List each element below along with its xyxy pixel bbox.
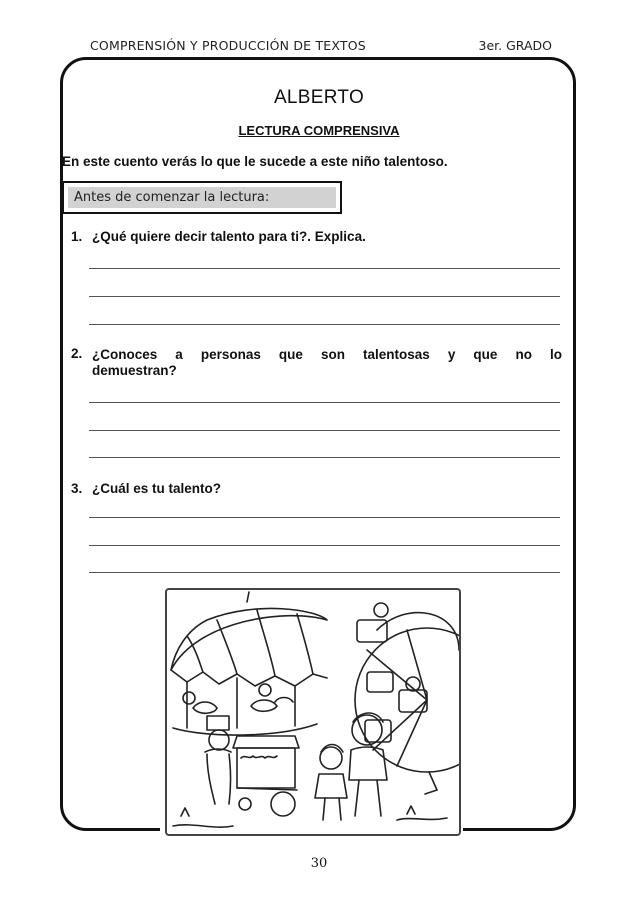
answer-line[interactable] xyxy=(89,517,560,518)
question-1-number: 1. xyxy=(71,229,83,244)
answer-line[interactable] xyxy=(89,296,560,297)
answer-line[interactable] xyxy=(89,430,560,431)
answer-line[interactable] xyxy=(89,402,560,403)
section-subtitle: LECTURA COMPRENSIVA xyxy=(238,123,400,138)
question-2-text-line1: ¿Conoces a personas que son talentosas y que no lo xyxy=(92,347,562,362)
pre-reading-box xyxy=(62,181,342,214)
amusement-park-illustration xyxy=(165,588,461,836)
header-grade: 3er. GRADO xyxy=(478,38,552,53)
page-title: ALBERTO xyxy=(273,87,365,108)
pre-reading-label: Antes de comenzar la lectura: xyxy=(68,187,336,208)
question-2-text-line2: demuestran? xyxy=(92,363,177,378)
answer-line[interactable] xyxy=(89,268,560,269)
question-1-text: ¿Qué quiere decir talento para ti?. Explica. xyxy=(92,229,366,244)
question-2-number: 2. xyxy=(71,346,83,361)
header-subject: COMPRENSIÓN Y PRODUCCIÓN DE TEXTOS xyxy=(90,38,366,53)
page-number: 30 xyxy=(310,856,328,871)
question-3-number: 3. xyxy=(71,481,83,496)
answer-line[interactable] xyxy=(89,324,560,325)
intro-text: En este cuento verás lo que le sucede a este niño talentoso. xyxy=(62,154,448,169)
answer-line[interactable] xyxy=(89,572,560,573)
amusement-park-icon xyxy=(167,590,459,834)
question-3-text: ¿Cuál es tu talento? xyxy=(92,481,222,496)
answer-line[interactable] xyxy=(89,457,560,458)
answer-line[interactable] xyxy=(89,545,560,546)
